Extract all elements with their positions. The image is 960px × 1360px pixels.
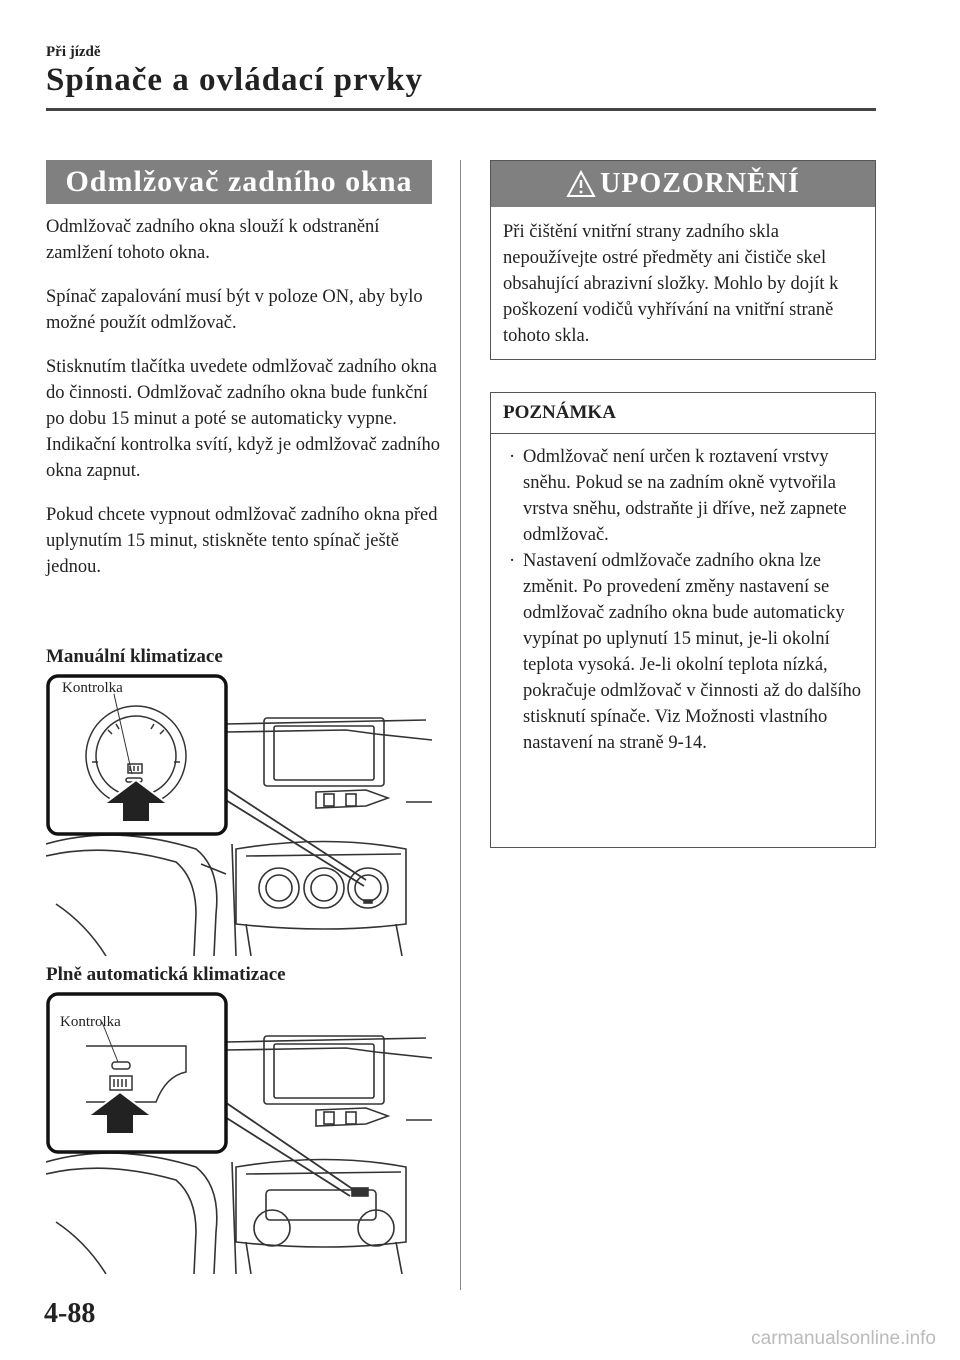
figure-manual-climate <box>46 674 434 956</box>
warning-title: UPOZORNĚNÍ <box>600 168 800 199</box>
breadcrumb: Při jízdě <box>46 44 101 60</box>
warning-header <box>491 161 875 207</box>
indicator-label: Kontrolka <box>60 1014 121 1030</box>
page-number: 4-88 <box>44 1298 96 1329</box>
figure-automatic-climate <box>46 992 434 1274</box>
figure-heading-automatic: Plně automatická klimatizace <box>46 964 286 985</box>
dashboard-illustration <box>46 674 434 956</box>
bullet: · <box>509 551 516 571</box>
watermark: carmanualsonline.info <box>751 1328 936 1349</box>
section-body <box>46 214 442 580</box>
list-item <box>501 548 865 756</box>
note-item-text: Nastavení odmlžovače zadního okna lze změnit. Po provedení změny nastavení se odmlžovač zadního okna bude automaticky vypínat po uplynutí 15 minut, je-li okolní teplota vysoká. Je-li okolní teplota nízká, pokračuje odmlžovač v činnosti až do dalšího stisknutí spínače. Viz Možnosti vlastního nastavení na straně 9-14. <box>523 551 862 753</box>
dashboard-illustration <box>46 992 434 1274</box>
paragraph: Odmlžovač zadního okna slouží k odstranění zamlžení tohoto okna. <box>46 217 380 263</box>
note-title: POZNÁMKA <box>491 393 875 434</box>
header-divider <box>46 108 876 111</box>
warning-triangle-icon <box>566 170 596 198</box>
figure-heading-manual: Manuální klimatizace <box>46 646 223 667</box>
note-list <box>491 434 875 756</box>
bullet: · <box>509 447 516 467</box>
note-box <box>490 392 876 848</box>
warning-box <box>490 160 876 360</box>
column-divider <box>460 160 461 1290</box>
warning-text: Při čištění vnitřní strany zadního skla nepoužívejte ostré předměty ani čističe skel obsahující abrazivní složky. Mohlo by dojít k poškození vodičů vyhřívání na vnitřní straně tohoto skla. <box>503 222 839 346</box>
paragraph: Stisknutím tlačítka uvedete odmlžovač zadního okna do činnosti. Odmlžovač zadního okna bude funkční po dobu 15 minut a poté se automaticky vypne. Indikační kontrolka svítí, když je odmlžovač zadního okna zapnut. <box>46 357 441 481</box>
list-item <box>501 444 865 548</box>
section-title: Odmlžovač zadního okna <box>46 160 432 204</box>
note-item-text: Odmlžovač není určen k roztavení vrstvy sněhu. Pokud se na zadním okně vytvořila vrstva sněhu, odstraňte ji dříve, než zapnete odmlžovač. <box>523 447 847 545</box>
chapter-title: Spínače a ovládací prvky <box>46 62 423 98</box>
paragraph: Pokud chcete vypnout odmlžovač zadního okna před uplynutím 15 minut, stiskněte tento spínač ještě jednou. <box>46 505 438 577</box>
paragraph: Spínač zapalování musí být v poloze ON, aby bylo možné použít odmlžovač. <box>46 287 423 333</box>
indicator-label: Kontrolka <box>62 680 123 696</box>
